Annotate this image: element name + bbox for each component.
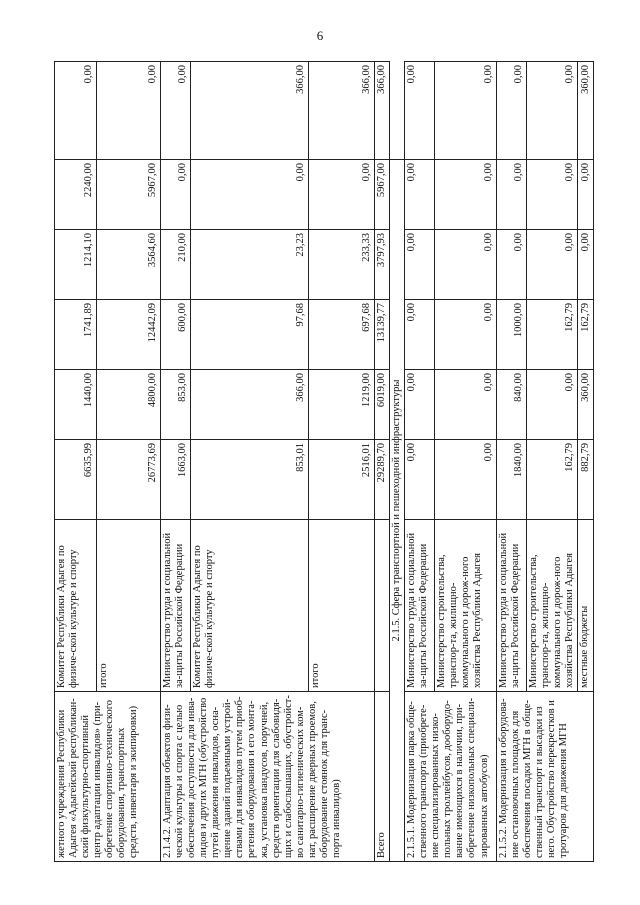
amount-total: 2516,01	[309, 440, 375, 520]
executor-cell: местные бюджеты	[578, 520, 594, 692]
amount-year2: 12442,09	[97, 300, 161, 370]
amount-year5: 0,00	[97, 62, 161, 160]
amount-year2: 0,00	[435, 300, 497, 370]
amount-total: 26773,69	[97, 440, 161, 520]
executor-cell: итого	[97, 520, 161, 692]
table-row	[405, 62, 435, 862]
amount-year1: 0,00	[527, 370, 578, 440]
executor-cell: Министерство труда и социальной за-щиты Российской Федерации	[405, 520, 435, 692]
executor-cell: Комитет Республики Адыгея по физиче-ской культуре и спорту	[191, 520, 309, 692]
amount-year1: 6019,00	[375, 370, 390, 440]
total-label: Всего	[375, 692, 390, 862]
amount-year2: 162,79	[527, 300, 578, 370]
amount-year5: 366,00	[375, 62, 390, 160]
section-row	[390, 62, 405, 862]
amount-year4: 0,00	[527, 160, 578, 230]
amount-total: 29289,70	[375, 440, 390, 520]
amount-year2: 697,68	[309, 300, 375, 370]
amount-year3: 0,00	[405, 230, 435, 300]
amount-year1: 360,00	[578, 370, 594, 440]
amount-year5: 0,00	[55, 62, 97, 160]
amount-year4: 0,00	[309, 160, 375, 230]
table-row	[55, 62, 97, 862]
budget-table	[54, 61, 594, 862]
measure-cell: жетного учреждения Республики Адыгея «Адыгейский республикан-ский физкультурно-спортивный центр адаптации инвалидов» (при-обретение спортивно-технического оборудования, транспортных средств, инвентаря и экипировки)	[55, 692, 161, 862]
amount-year1: 4800,00	[97, 370, 161, 440]
executor-cell: Министерство строительства, транспор-та, жилищно-коммунального и дорож-ного хозяйства Республики Адыгея	[527, 520, 578, 692]
amount-total: 0,00	[435, 440, 497, 520]
amount-total: 1663,00	[161, 440, 191, 520]
amount-year4: 5967,00	[375, 160, 390, 230]
rotated-table-frame	[54, 62, 592, 862]
amount-year5: 0,00	[405, 62, 435, 160]
amount-year2: 600,00	[161, 300, 191, 370]
amount-year4: 0,00	[578, 160, 594, 230]
amount-year2: 0,00	[405, 300, 435, 370]
executor-cell: Министерство труда и социальной за-щиты Российской Федерации	[161, 520, 191, 692]
amount-year5: 0,00	[527, 62, 578, 160]
amount-year3: 233,33	[309, 230, 375, 300]
executor-cell: Комитет Республики Адыгея по физиче-ской культуре и спорту	[55, 520, 97, 692]
amount-year2: 97,68	[191, 300, 309, 370]
table-row	[161, 62, 191, 862]
amount-year3: 0,00	[527, 230, 578, 300]
measure-cell: 2.1.5.1. Модернизация парка обще-ственного транспорта (приобрете-ние специализированных низко-польных троллейбусов, дооборудо-вание имеющихся в наличии, при-обретение низкопольных специали-зированных автобусов)	[405, 692, 497, 862]
amount-year5: 360,00	[578, 62, 594, 160]
amount-year2: 1000,00	[497, 300, 527, 370]
measure-cell: 2.1.4.2. Адаптация объектов физи-ческой культуры и спорта с целью обеспечения доступности для инва-лидов и других МГН (обустройство путей движения инвалидов, осна-щение зданий подъемными устрой-ствами для инвалидов путем приоб-ретения оборудования и его монта-жа, установка пандусов, поручней, средств ориентации для слабовидя-щих и слабослышащих, обустройст-во санитарно-гигиенических ком-нат, расширение дверных проемов, оборудование стоянок для транс-порта инвалидов)	[161, 692, 375, 862]
amount-year2: 13139,77	[375, 300, 390, 370]
amount-total: 853,01	[191, 440, 309, 520]
table-row	[497, 62, 527, 862]
amount-year1: 840,00	[497, 370, 527, 440]
executor-cell: Министерство строительства, транспор-та, жилищно-коммунального и дорож-ного хозяйства Республики Адыгея	[435, 520, 497, 692]
amount-year5: 0,00	[161, 62, 191, 160]
amount-year5: 366,00	[309, 62, 375, 160]
amount-year1: 0,00	[435, 370, 497, 440]
amount-year3: 0,00	[435, 230, 497, 300]
amount-year5: 366,00	[191, 62, 309, 160]
amount-total: 1840,00	[497, 440, 527, 520]
amount-year1: 1440,00	[55, 370, 97, 440]
amount-year1: 853,00	[161, 370, 191, 440]
amount-year5: 0,00	[497, 62, 527, 160]
amount-year4: 0,00	[191, 160, 309, 230]
amount-year3: 23,23	[191, 230, 309, 300]
amount-year3: 1214,10	[55, 230, 97, 300]
amount-year3: 3797,93	[375, 230, 390, 300]
section-empty-cell	[390, 62, 405, 160]
amount-total: 882,79	[578, 440, 594, 520]
total-row	[375, 62, 390, 862]
amount-total: 162,79	[527, 440, 578, 520]
amount-year4: 5967,00	[97, 160, 161, 230]
amount-year3: 210,00	[161, 230, 191, 300]
amount-year5: 0,00	[435, 62, 497, 160]
executor-cell: итого	[309, 520, 375, 692]
amount-year1: 366,00	[191, 370, 309, 440]
amount-total: 0,00	[405, 440, 435, 520]
amount-year4: 0,00	[161, 160, 191, 230]
section-title: 2.1.5. Сфера транспортной и пешеходной инфраструктуры	[390, 160, 405, 862]
amount-year4: 0,00	[435, 160, 497, 230]
measure-cell: 2.1.5.2. Модернизация и оборудова-ние остановочных площадок для обеспечения посадки МГН в обще-ственный транспорт и высадки из него. Обустройство перекрестков и тротуаров для движения МГН	[497, 692, 594, 862]
rotated-table-container	[54, 62, 592, 862]
amount-year1: 1219,00	[309, 370, 375, 440]
amount-total: 6635,99	[55, 440, 97, 520]
amount-year4: 0,00	[497, 160, 527, 230]
amount-year4: 0,00	[405, 160, 435, 230]
executor-cell: Министерство труда и социальной за-щиты Российской Федерации	[497, 520, 527, 692]
executor-cell-empty	[375, 520, 390, 692]
amount-year4: 2240,00	[55, 160, 97, 230]
page-number: 6	[316, 28, 324, 43]
amount-year1: 0,00	[405, 370, 435, 440]
amount-year2: 162,79	[578, 300, 594, 370]
amount-year3: 3564,60	[97, 230, 161, 300]
amount-year2: 1741,89	[55, 300, 97, 370]
amount-year3: 0,00	[578, 230, 594, 300]
amount-year3: 0,00	[497, 230, 527, 300]
